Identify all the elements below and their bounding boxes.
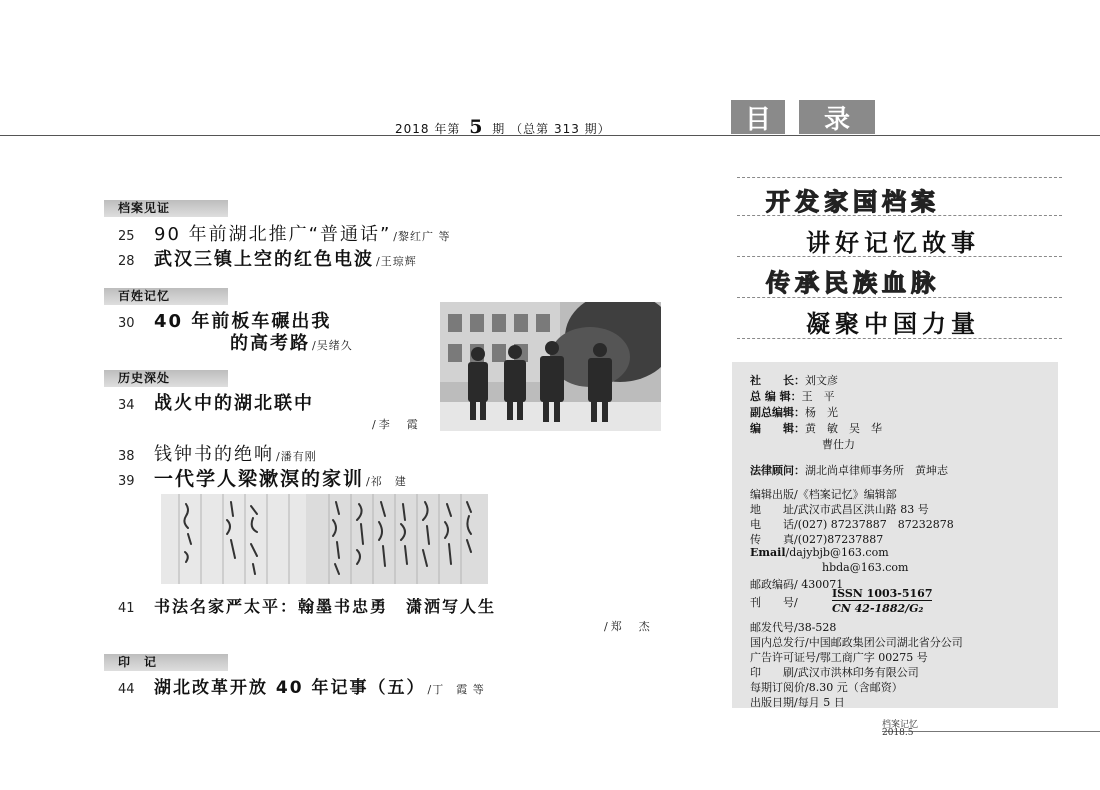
entry-title: 战火中的湖北联中 (154, 393, 314, 414)
toc-entry[interactable] (118, 673, 485, 698)
info-price: 每期订阅价/8.30 元（含邮资） (750, 681, 903, 694)
entry-author: /王琼辉 (376, 255, 417, 268)
contents-title-char-1: 目 (731, 100, 785, 134)
page-number: 39 (118, 474, 135, 489)
info-phone: 电 话/(027) 87237887 87232878 (750, 518, 954, 531)
page-number: 34 (118, 398, 135, 413)
calligraphy-illustration (161, 494, 488, 584)
page-number: 30 (118, 316, 135, 331)
info-printer: 印 刷/武汉市洪林印务有限公司 (750, 666, 919, 679)
info-distributor: 国内总发行/中国邮政集团公司湖北省分公司 (750, 636, 963, 649)
info-legal: 法律顾问：湖北尚卓律师事务所 黄坤志 (750, 464, 948, 477)
entry-title: 钱钟书的绝响 (154, 444, 274, 465)
entry-title: 湖北改革开放 40 年记事（五） (154, 678, 426, 698)
entry-author: /黎红广 等 (393, 230, 451, 243)
slogan-3: 传承民族血脉 (766, 269, 940, 297)
issue-number: 5 (469, 116, 484, 138)
info-pubdate: 出版日期/每月 5 日 (750, 696, 845, 709)
info-cn: CN 42-1882/G₂ (832, 602, 924, 615)
toc-entry[interactable] (118, 440, 317, 466)
toc-entry[interactable] (118, 464, 407, 491)
info-deputy-editor: 副总编辑：杨 光 (750, 406, 838, 419)
entry-author: /祁 建 (366, 475, 407, 488)
slogan-divider (737, 297, 1062, 298)
section-bar-imprint: 印 记 (104, 654, 228, 671)
entry-author: /李 霞 (372, 418, 421, 431)
entry-author: /郑 杰 (604, 620, 653, 633)
info-email-2: hbda@163.com (822, 561, 909, 574)
calligraphy-image (161, 494, 488, 584)
info-email: Email/dajybjb@163.com (750, 546, 889, 559)
entry-title: 一代学人梁漱溟的家训 (154, 468, 365, 490)
page-number: 25 (118, 229, 135, 244)
page-number: 41 (118, 601, 135, 616)
footer-magazine-name: 档案记忆 (882, 720, 919, 730)
info-postal-code: 邮发代号/38-528 (750, 621, 837, 634)
info-address: 地 址/武汉市武昌区洪山路 83 号 (750, 503, 929, 516)
entry-title: 40 年前板车碾出我 (154, 311, 332, 332)
info-fax: 传 真/(027)87237887 (750, 533, 884, 546)
slogan-divider (737, 177, 1062, 178)
entry-title: 书法名家严太平：翰墨书忠勇 潇洒写人生 (154, 597, 497, 616)
slogan-divider (737, 256, 1062, 257)
info-postcode: 邮政编码/ 430071 (750, 578, 844, 591)
page-number: 28 (118, 254, 135, 269)
slogan-4: 凝聚中国力量 (806, 310, 980, 338)
info-editors-line2: 曹仕力 (822, 438, 855, 451)
entry-author: /丁 霞 等 (427, 683, 485, 696)
toc-entry[interactable] (118, 594, 496, 617)
info-publisher: 编辑出版/《档案记忆》编辑部 (750, 488, 897, 501)
article-photo (440, 302, 661, 431)
entry-title: 武汉三镇上空的红色电波 (154, 249, 374, 270)
footer-rule (882, 731, 1100, 732)
toc-entry[interactable] (118, 245, 417, 271)
entry-title-line2: 的高考路 (230, 333, 310, 354)
section-bar-history-depth: 历史深处 (104, 370, 228, 387)
info-chief-editor: 总 编 辑：王 平 (750, 390, 835, 403)
section-bar-archive-witness: 档案见证 (104, 200, 228, 217)
group-photo-illustration (440, 302, 661, 431)
page-number: 38 (118, 449, 135, 464)
page-number: 44 (118, 682, 135, 697)
publication-info-panel (732, 362, 1058, 708)
toc-entry-continued[interactable] (230, 329, 353, 355)
info-issn-label: 刊 号/ (750, 596, 798, 609)
entry-title: 90 年前湖北推广“普通话” (154, 224, 392, 245)
slogan-1: 开发家国档案 (766, 188, 940, 216)
info-editors: 编 辑：黄 敏 吴 华 (750, 422, 882, 435)
slogan-divider (737, 215, 1062, 216)
entry-author: /吴绪久 (312, 339, 353, 352)
issue-year-suffix: 年第 (434, 122, 461, 136)
slogan-2: 讲好记忆故事 (806, 229, 980, 257)
issue-total: （总第 313 期） (510, 122, 611, 136)
slogan-divider (737, 338, 1062, 339)
contents-title-char-2: 录 (799, 100, 875, 134)
toc-entry[interactable] (118, 389, 314, 415)
info-ad-license: 广告许可证号/鄂工商广字 00275 号 (750, 651, 928, 664)
issue-suffix: 期 (492, 122, 506, 136)
issue-year: 2018 (395, 122, 430, 136)
issue-line (395, 116, 611, 138)
entry-author: /潘有刚 (276, 450, 317, 463)
info-issn: ISSN 1003-5167 (832, 587, 933, 600)
section-bar-people-memory: 百姓记忆 (104, 288, 228, 305)
toc-entry[interactable] (118, 220, 450, 246)
footer-issue: 2018.5 (882, 728, 914, 738)
info-president: 社 长：刘文彦 (750, 374, 838, 387)
